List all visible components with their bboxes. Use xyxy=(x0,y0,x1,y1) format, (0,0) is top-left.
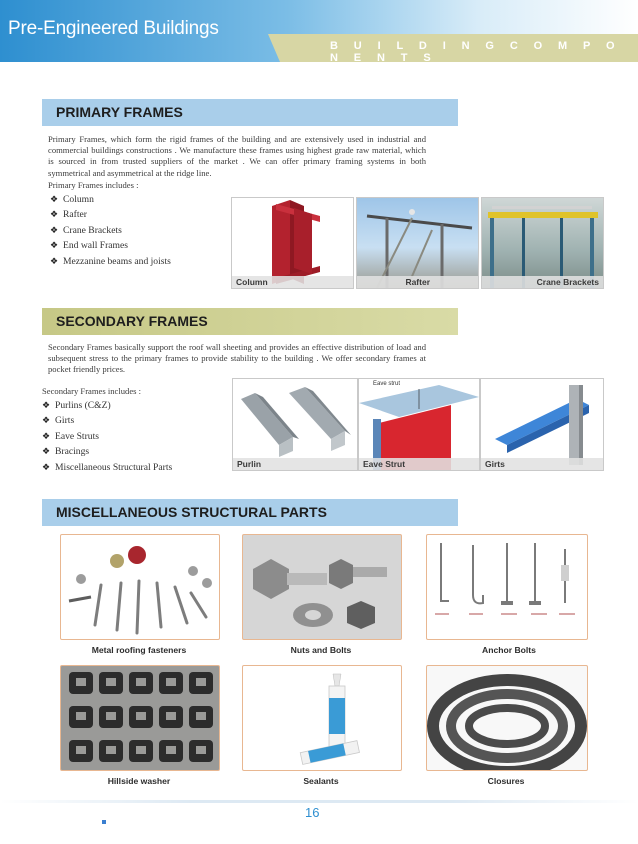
nuts-bolts-image xyxy=(242,534,402,640)
fasteners-photo-icon xyxy=(61,535,219,639)
girts-caption: Girts xyxy=(481,458,603,470)
secondary-frames-paragraph: Secondary Frames basically support the roof wall sheeting and provides an effective distribution of load and subsequent stress to the primary frames to provide stability to the building . We offer secondary frames at pocket friendly prices. xyxy=(48,342,426,375)
list-item: ❖ Mezzanine beams and joists xyxy=(50,255,171,267)
anchor-bolts-image xyxy=(426,534,588,640)
list-item: ❖ Column xyxy=(50,194,94,205)
secondary-includes-label: Secondary Frames includes : xyxy=(42,386,142,396)
column-illustration-icon xyxy=(232,198,353,288)
nuts-bolts-caption: Nuts and Bolts xyxy=(290,645,352,655)
diamond-bullet-icon: ❖ xyxy=(50,209,59,220)
list-item: ❖ Eave Struts xyxy=(42,430,99,442)
primary-frames-heading: PRIMARY FRAMES xyxy=(42,99,458,126)
anchor-bolts-caption: Anchor Bolts xyxy=(482,645,536,655)
list-item: ❖ Bracings xyxy=(42,446,90,458)
eave-strut-image xyxy=(358,378,480,471)
list-item: ❖ Crane Brackets xyxy=(50,224,122,236)
closures-image xyxy=(426,665,588,771)
header-band-tip xyxy=(268,34,280,62)
diamond-bullet-icon: ❖ xyxy=(42,400,51,410)
list-item: ❖ Miscellaneous Structural Parts xyxy=(42,461,173,473)
anchor-bolts-diagram-icon xyxy=(427,535,587,639)
rafter-caption: Rafter xyxy=(357,276,478,288)
footer-bullet-icon xyxy=(102,820,106,824)
footer-divider xyxy=(0,800,638,803)
crane-hall-icon xyxy=(482,198,603,288)
diamond-bullet-icon: ❖ xyxy=(42,415,51,426)
rafter-image xyxy=(356,197,479,289)
girts-diagram-icon xyxy=(481,379,603,470)
header-title: Pre-Engineered Buildings xyxy=(8,18,219,39)
girts-image xyxy=(480,378,604,471)
column-caption: Column xyxy=(232,276,353,288)
crane-brackets-image xyxy=(481,197,604,289)
primary-frames-list xyxy=(50,192,171,269)
purlin-caption: Purlin xyxy=(233,458,357,470)
rafter-scene-icon xyxy=(357,198,478,288)
diamond-bullet-icon: ❖ xyxy=(42,430,51,441)
fasteners-caption: Metal roofing fasteners xyxy=(91,645,187,655)
list-item: ❖ Girts xyxy=(42,415,75,427)
sealants-caption: Sealants xyxy=(303,776,339,786)
closures-caption: Closures xyxy=(487,776,525,786)
list-item: ❖ Purlins (C&Z) xyxy=(42,400,111,411)
secondary-frames-list xyxy=(42,398,172,475)
closures-roll-icon xyxy=(427,666,587,770)
hillside-washer-caption: Hillside washer xyxy=(107,776,171,786)
list-item: ❖ Rafter xyxy=(50,209,87,221)
diamond-bullet-icon: ❖ xyxy=(42,461,51,472)
header-subtitle: B U I L D I N G C O M P O N E N T S xyxy=(330,40,621,64)
diamond-bullet-icon: ❖ xyxy=(50,240,59,251)
secondary-frames-heading: SECONDARY FRAMES xyxy=(42,308,458,335)
misc-parts-heading: MISCELLANEOUS STRUCTURAL PARTS xyxy=(42,499,458,526)
column-image xyxy=(231,197,354,289)
eave-strut-diagram-icon xyxy=(359,379,479,470)
page-number: 16 xyxy=(305,805,320,820)
eave-strut-caption: Eave Strut xyxy=(359,458,479,470)
nuts-bolts-photo-icon xyxy=(243,535,401,639)
diamond-bullet-icon: ❖ xyxy=(50,224,59,235)
primary-includes-label: Primary Frames includes : xyxy=(48,180,139,190)
sealant-tubes-icon xyxy=(243,666,401,770)
sealants-image xyxy=(242,665,402,771)
primary-frames-paragraph: Primary Frames, which form the rigid frames of the building and are extensively used in industrial and commercial buildings constructions . We manufacture these frames using highest grade raw material, which is sourced in from trusted suppliers of the market . We can offer primary framing systems in both symmetrical and asymmetrical at the ridge line. xyxy=(48,134,426,178)
hillside-washer-image xyxy=(60,665,220,771)
diamond-bullet-icon: ❖ xyxy=(42,446,51,457)
list-item: ❖ End wall Frames xyxy=(50,240,129,252)
purlin-profile-icon xyxy=(233,379,357,470)
hillside-washer-photo-icon xyxy=(61,666,219,770)
diamond-bullet-icon: ❖ xyxy=(50,194,59,204)
eave-strut-label: Eave strut xyxy=(373,381,401,387)
diamond-bullet-icon: ❖ xyxy=(50,255,59,266)
crane-brackets-caption: Crane Brackets xyxy=(482,276,603,288)
purlin-image xyxy=(232,378,358,471)
fasteners-image xyxy=(60,534,220,640)
